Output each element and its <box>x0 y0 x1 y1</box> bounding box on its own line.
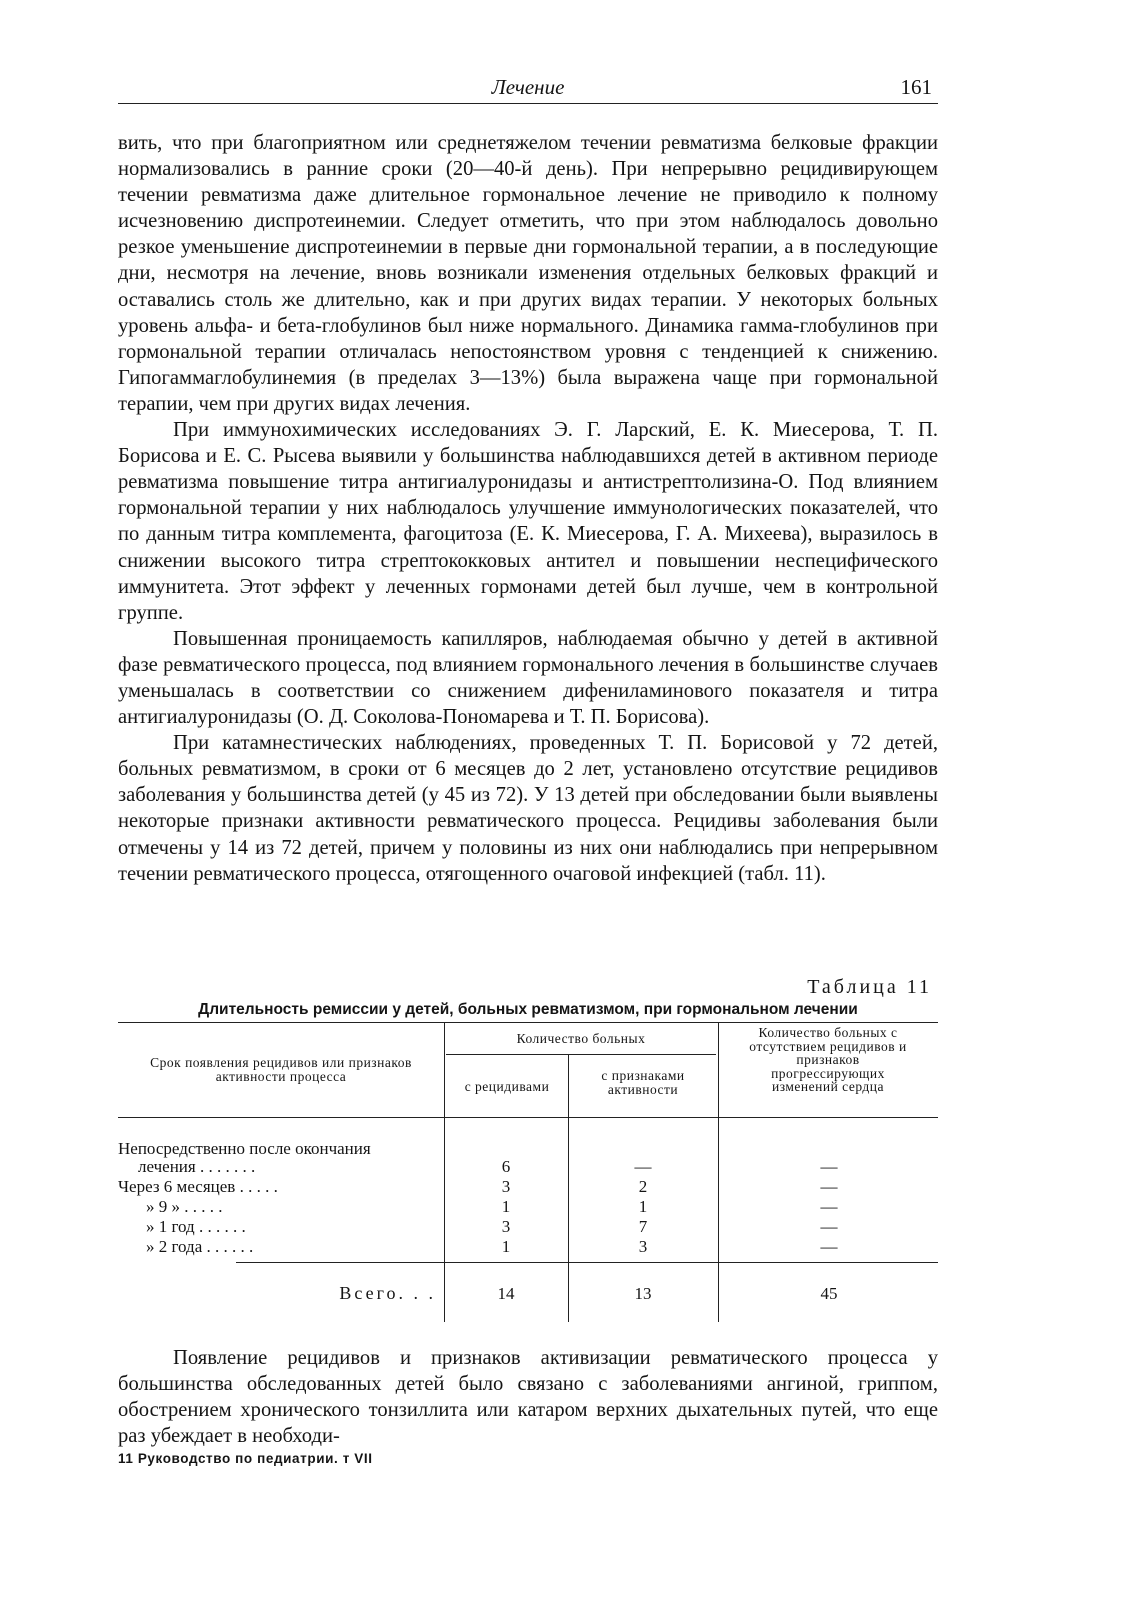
table-top-rule <box>118 1022 938 1023</box>
cell-relapses: 1 <box>501 1197 511 1216</box>
table-row <box>118 1177 938 1196</box>
table-total-row <box>118 1284 938 1303</box>
row-label: » 9 » . . . . . <box>146 1197 223 1216</box>
header-bottom-rule <box>118 1117 938 1118</box>
table-row <box>118 1217 938 1236</box>
header-no-relapse: Количество больных с отсутствием рецидивов и признаков прогрессирующих изменений сердца <box>749 1025 907 1094</box>
cell-no-relapse: — <box>820 1217 838 1236</box>
cell-activity: 7 <box>638 1217 648 1236</box>
row-label: » 2 года . . . . . . <box>146 1237 254 1256</box>
running-title: Лечение <box>491 75 565 99</box>
header-activity: с признаками активности <box>601 1068 685 1097</box>
cell-relapses: 3 <box>501 1177 511 1196</box>
paragraph: Повышенная проницаемость капилляров, наблюдаемая обычно у детей в активной фазе ревматического процесса, под влиянием гормонального лечения в большинстве случаев уменьшалась в соответствии со снижением дифениламинового показателя и титра антигиалуронидазы (О. Д. Соколова-Пономарева и Т. П. Борисова). <box>118 627 938 729</box>
total-relapses: 14 <box>497 1284 515 1303</box>
page-number: 161 <box>900 75 932 99</box>
table-title: Длительность ремиссии у детей, больных ревматизмом, при гормональном лечении <box>198 1001 858 1018</box>
cell-activity: 3 <box>638 1237 648 1256</box>
paragraph: При катамнестических наблюдениях, проведенных Т. П. Борисовой у 72 детей, больных ревматизмом, в сроки от 6 месяцев до 2 лет, установлено отсутствие рецидивов заболевания у большинства детей (у 45 из 72). У 13 детей при обследовании были выявлены некоторые признаки активности ревматического процесса. Рецидивы заболевания были отмечены у 14 из 72 детей, причем у половины из них они наблюдались при непрерывном течении ревматического процесса, отягощенного очаговой инфекцией (табл. 11). <box>118 732 938 885</box>
running-header <box>118 75 938 104</box>
table-row <box>118 1197 938 1216</box>
paragraph: вить, что при благоприятном или среднетяжелом течении ревматизма белковые фракции нормализовались в ранние сроки (20—40-й день). При непрерывно рецидивирующем течении ревматизма даже длительное гормональное лечение не приводило к полному исчезновению диспротеинемии. Следует отметить, что при этом наблюдалось довольно резкое уменьшение диспротеинемии в первые дни гормональной терапии, а в последующие дни, несмотря на лечение, вновь возникали изменения отдельных белковых фракций и оставались столь же длительно, как и при других видах терапии. У некоторых больных уровень альфа- и бета-глобулинов был ниже нормального. Динамика гамма-глобулинов при гормональной терапии отличалась непостоянством уровня с тенденцией к снижению. Гипогаммаглобулинемия (в пределах 3—13%) была выражена чаще при гормональной терапии, чем при других видах лечения. <box>118 132 938 415</box>
header-period: Срок появления рецидивов или признаков активности процесса <box>150 1055 412 1084</box>
header-relapses: с рецидивами <box>464 1079 550 1094</box>
table-row <box>118 1237 938 1256</box>
row-label: Непосредственно после окончания <box>118 1139 371 1158</box>
row-label: Через 6 месяцев . . . . . <box>118 1177 278 1196</box>
table-row <box>118 1157 938 1176</box>
cell-relapses: 1 <box>501 1237 511 1256</box>
paragraph: При иммунохимических исследованиях Э. Г. Ларский, Е. К. Миесерова, Т. П. Борисова и Е. С. Рысева выявили у большинства наблюдавшихся детей в активном периоде ревматизма повышение титра антигиалуронидазы и антистрептолизина-О. Под влиянием гормональной терапии у них наблюдалось улучшение иммунологических показателей, что по данным титра комплемента, фагоцитоза (Е. К. Миесерова, Г. А. Михеева), выразилось в снижении высокого титра стрептококковых антител и повышении неспецифического иммунитета. Этот эффект у леченных гормонами детей был лучше, чем в контрольной группе. <box>118 419 938 624</box>
header-group-patients: Количество больных <box>516 1031 646 1046</box>
remission-table <box>118 1022 938 1322</box>
total-no-relapse: 45 <box>820 1284 838 1303</box>
cell-no-relapse: — <box>820 1177 838 1196</box>
cell-activity: 1 <box>638 1197 648 1216</box>
table-caption: Таблица 11 <box>807 976 932 998</box>
total-label: Всего. . . <box>339 1284 436 1303</box>
cell-no-relapse: — <box>820 1157 838 1176</box>
paragraph: Появление рецидивов и признаков активизации ревматического процесса у большинства обследованных детей было связано с заболеваниями ангиной, гриппом, обострением хронического тонзиллита или катаром верхних дыхательных путей, что еще раз убеждает в необходи- <box>118 1347 938 1448</box>
main-text <box>118 130 938 887</box>
continuation-text <box>118 1345 938 1449</box>
cell-relapses: 6 <box>501 1157 511 1176</box>
row-label: лечения . . . . . . . <box>138 1157 256 1176</box>
cell-activity: — <box>634 1157 652 1176</box>
cell-activity: 2 <box>638 1177 648 1196</box>
cell-no-relapse: — <box>820 1197 838 1216</box>
cell-no-relapse: — <box>820 1237 838 1256</box>
total-rule <box>236 1262 938 1263</box>
footer-signature: 11 Руководство по педиатрии. т VII <box>118 1451 373 1466</box>
row-label: » 1 год . . . . . . <box>146 1217 246 1236</box>
book-page <box>118 0 938 1600</box>
table-row <box>118 1139 938 1158</box>
group-header-rule <box>446 1054 716 1055</box>
total-activity: 13 <box>634 1284 652 1303</box>
cell-relapses: 3 <box>501 1217 511 1236</box>
